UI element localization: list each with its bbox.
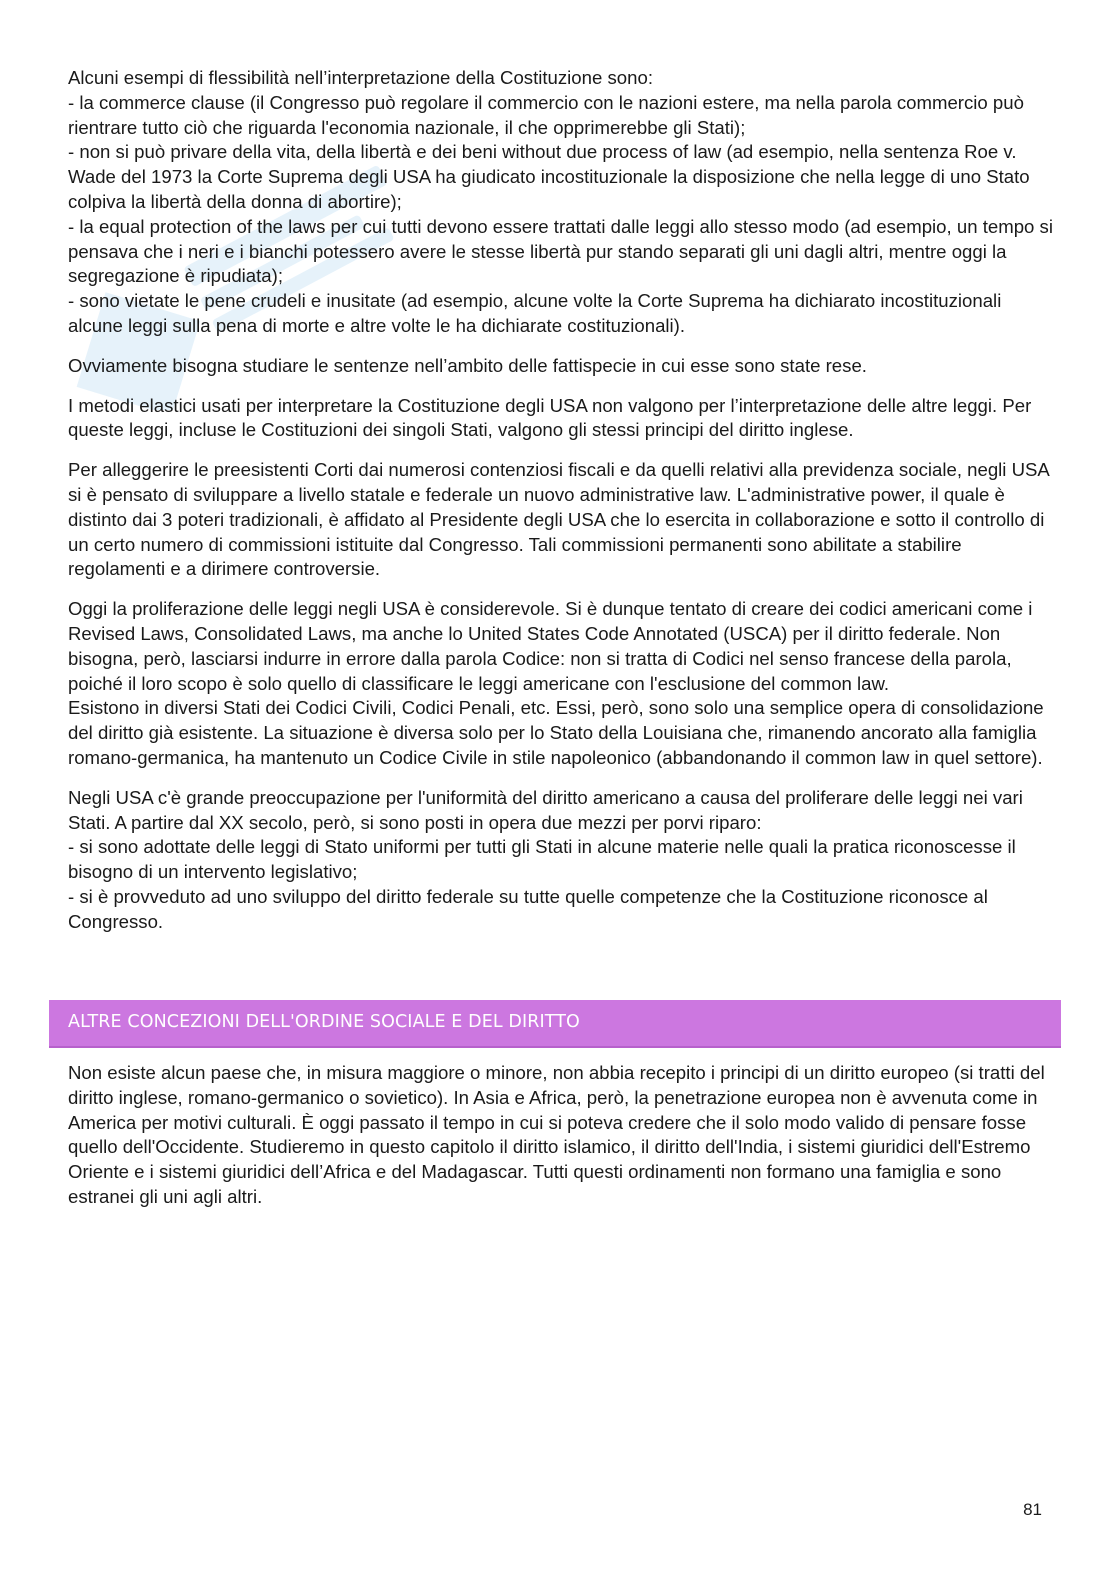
paragraph-case-study: Ovviamente bisogna studiare le sentenze nell’ambito delle fattispecie in cui esse sono state rese. xyxy=(68,354,867,376)
section-heading-bar xyxy=(49,1000,1061,1048)
paragraph-administrative-law: Per alleggerire le preesistenti Corti dai numerosi contenziosi fiscali e da quelli relativi alla previdenza sociale, negli USA si è pensato di sviluppare a livello statale e federale un nuovo administrative law. L'administrative power, il quale è distinto dai 3 poteri tradizionali, è affidato al Presidente degli USA che lo esercita in collaborazione e sotto il controllo di un certo numero di commissioni istituite dal Congresso. Tali commissioni permanenti sono abilitate a stabilire regolamenti e a dirimere controversie. xyxy=(68,459,1049,580)
section-body-text xyxy=(68,1061,1058,1225)
paragraph-codes: Oggi la proliferazione delle leggi negli USA è considerevole. Si è dunque tentato di creare dei codici americani come i Revised Laws, Consolidated Laws, ma anche lo United States Code Annotated (USCA) per il diritto federale. Non bisogna, però, lasciarsi indurre in errore dalla parola Codice: non si tratta di Codici nel senso francese della parola, poiché il loro scopo è solo quello di classificare le leggi americane con l'esclusione del common law. Esistono in diversi Stati dei Codici Civili, Codici Penali, etc. Essi, però, sono solo una semplice opera di consolidazione del diritto già esistente. La situazione è diversa solo per lo Stato della Louisiana che, rimanendo ancorato alla famiglia romano-germanica, ha mantenuto un Codice Civile in stile napoleonico (abbandonando il common law in quel settore). xyxy=(68,598,1044,768)
paragraph-flexibility-examples: Alcuni esempi di flessibilità nell’interpretazione della Costituzione sono: - la commerce clause (il Congresso può regolare il commercio con le nazioni estere, ma nella parola commercio può rientrare tutto ciò che riguarda l'economia nazionale, il che opprimerebbe gli Stati); - non si può privare della vita, della libertà e dei beni without due process of law (ad esempio, nella sentenza Roe v. Wade del 1973 la Corte Suprema degli USA ha giudicato incostituzionale la disposizione che nella legge di uno Stato colpiva la libertà della donna di abortire); - la equal protection of the laws per cui tutti devono essere trattati dalle leggi allo stesso modo (ad esempio, un tempo si pensava che i neri e i bianchi potessero avere le stesse libertà pur stando separati gli uni dagli altri, mentre oggi la segregazione è ripudiata); - sono vietate le pene crudeli e inusitate (ad esempio, alcune volte la Corte Suprema ha dichiarato incostituzionali alcune leggi sulla pena di morte e altre volte le ha dichiarate costituzionali). xyxy=(68,67,1053,336)
paragraph-elastic-methods: I metodi elastici usati per interpretare la Costituzione degli USA non valgono per l’interpretazione delle altre leggi. Per queste leggi, incluse le Costituzioni dei singoli Stati, valgono gli stessi principi del diritto inglese. xyxy=(68,394,1032,441)
body-text xyxy=(68,66,1058,950)
paragraph-other-conceptions: Non esiste alcun paese che, in misura maggiore o minore, non abbia recepito i principi di un diritto europeo (si tratti del diritto inglese, romano-germanico o sovietico). In Asia e Africa, però, la penetrazione europea non è avvenuta come in America per motivi culturali. È oggi passato il tempo in cui si poteva credere che il solo modo valido di pensare fosse quello dell'Occidente. Studieremo in questo capitolo il diritto islamico, il diritto dell'India, i sistemi giuridici dell'Estremo Oriente e i sistemi giuridici dell’Africa e del Madagascar. Tutti questi ordinamenti non formano una famiglia e sono estranei gli uni agli altri. xyxy=(68,1062,1045,1207)
paragraph-uniformity: Negli USA c'è grande preoccupazione per l'uniformità del diritto americano a causa del proliferare delle leggi nei vari Stati. A partire dal XX secolo, però, si sono posti in opera due mezzi per porvi riparo: - si sono adottate delle leggi di Stato uniformi per tutti gli Stati in alcune materie nelle quali la pratica riconoscesse il bisogno di un intervento legislativo; - si è provveduto ad uno sviluppo del diritto federale su tutte quelle competenze che la Costituzione riconosce al Congresso. xyxy=(68,786,1023,932)
section-title: ALTRE CONCEZIONI DELL'ORDINE SOCIALE E DEL DIRITTO xyxy=(68,1012,580,1032)
page-number: 81 xyxy=(1023,1500,1042,1519)
